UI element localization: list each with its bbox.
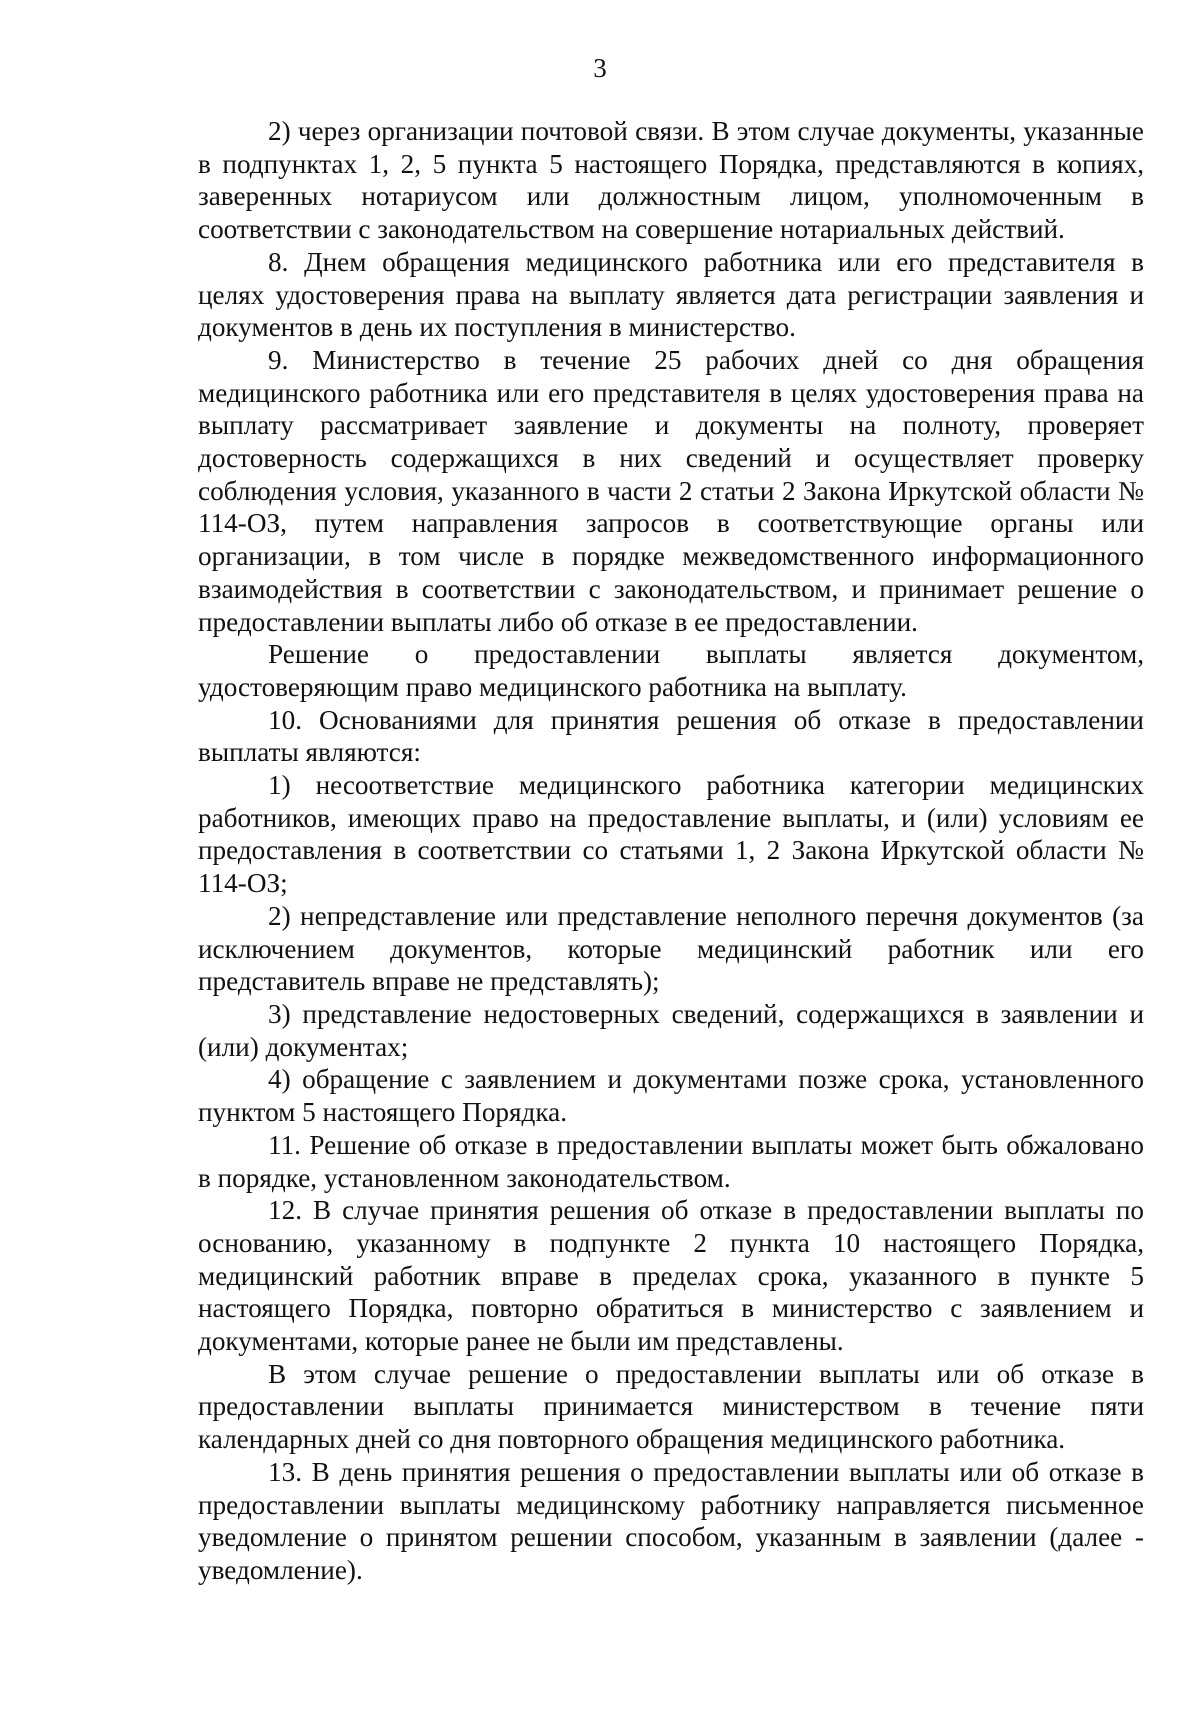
paragraph-item-9: 9. Министерство в течение 25 рабочих дней со дня обращения медицинского работника или его представителя в целях удостоверения права на выплату рассматривает заявление и документы на полноту, проверяет достоверность содержащихся в них сведений и осуществляет проверку соблюдения условия, указанного в части 2 статьи 2 Закона Иркутской области № 114-ОЗ, путем направления запросов в соответствующие органы или организации, в том числе в порядке межведомственного информационного взаимодействия в соответствии с законодательством, и принимает решение о предоставлении выплаты либо об отказе в ее предоставлении. <box>198 344 1144 637</box>
paragraph-item-10-1: 1) несоответствие медицинского работника категории медицинских работников, имеющих право на предоставление выплаты, и (или) условиям ее предоставления в соответствии со статьями 1, 2 Закона Иркутской области № 114-ОЗ; <box>198 770 1144 899</box>
paragraph-item-13: 13. В день принятия решения о предоставлении выплаты или об отказе в предоставлении выплаты медицинскому работнику направляется письменное уведомление о принятом решении способом, указанным в заявлении (далее - уведомление). <box>198 1456 1144 1585</box>
paragraph-item-10-3: 3) представление недостоверных сведений, содержащихся в заявлении и (или) документах; <box>198 998 1144 1062</box>
paragraph-postal: 2) через организации почтовой связи. В этом случае документы, указанные в подпунктах 1, 2, 5 пункта 5 настоящего Порядка, представляются в копиях, заверенных нотариусом или должностным лицом, уполномоченным в соответствии с законодательством на совершение нотариальных действий. <box>198 116 1144 245</box>
paragraph-decision: Решение о предоставлении выплаты является документом, удостоверяющим право медицинского работника на выплату. <box>198 639 1144 702</box>
paragraph-item-10-2: 2) непредставление или представление неполного перечня документов (за исключением документов, которые медицинский работник или его представитель вправе не представлять); <box>198 900 1144 997</box>
page-number: 3 <box>593 53 607 83</box>
paragraph-repeat-decision: В этом случае решение о предоставлении выплаты или об отказе в предоставлении выплаты принимается министерством в течение пяти календарных дней со дня повторного обращения медицинского работника. <box>198 1358 1144 1455</box>
paragraph-item-10: 10. Основаниями для принятия решения об отказе в предоставлении выплаты являются: <box>198 704 1144 768</box>
paragraph-item-10-4: 4) обращение с заявлением и документами позже срока, установленного пунктом 5 настоящего Порядка. <box>198 1064 1144 1128</box>
document-body <box>198 115 1144 1587</box>
paragraph-item-8: 8. Днем обращения медицинского работника или его представителя в целях удостоверения права на выплату является дата регистрации заявления и документов в день их поступления в министерство. <box>198 246 1144 343</box>
paragraph-item-11: 11. Решение об отказе в предоставлении выплаты может быть обжаловано в порядке, установленном законодательством. <box>198 1129 1144 1193</box>
paragraph-item-12: 12. В случае принятия решения об отказе в предоставлении выплаты по основанию, указанному в подпункте 2 пункта 10 настоящего Порядка, медицинский работник вправе в пределах срока, указанного в пункте 5 настоящего Порядка, повторно обратиться в министерство с заявлением и документами, которые ранее не были им представлены. <box>198 1195 1144 1357</box>
